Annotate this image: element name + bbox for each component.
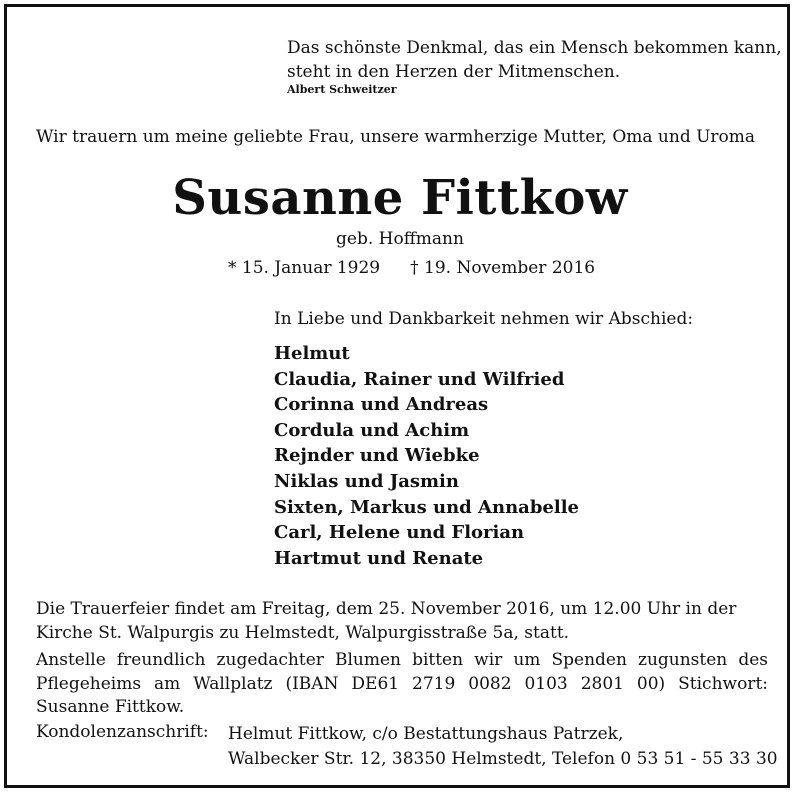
family-member: Helmut [274, 343, 350, 364]
funeral-info: Die Trauerfeier findet am Freitag, dem 25. November 2016, um 12.00 Uhr in der Kirche St. Walpurgis zu Helmstedt, Walpurgisstraße 5a, statt. [36, 599, 737, 643]
deceased-name: Susanne Fittkow [172, 170, 628, 226]
birth-name: geb. Hoffmann [336, 229, 464, 249]
family-member: Hartmut und Renate [274, 547, 484, 569]
family-member: Claudia, Rainer und Wilfried [274, 368, 565, 390]
life-dates [228, 258, 595, 278]
quote [287, 36, 782, 84]
condolence-address [228, 722, 778, 772]
birth-date: * 15. Januar 1929 [228, 258, 381, 278]
family-member: Niklas und Jasmin [274, 470, 459, 492]
family-member: Rejnder und Wiebke [274, 445, 480, 467]
farewell-text: In Liebe und Dankbarkeit nehmen wir Abschied: [274, 309, 694, 329]
death-date: † 19. November 2016 [410, 258, 596, 278]
intro-text: Wir trauern um meine geliebte Frau, unsere warmherzige Mutter, Oma und Uroma [36, 127, 756, 147]
family-member: Carl, Helene und Florian [274, 522, 525, 544]
quote-line-1: Das schönste Denkmal, das ein Mensch bekommen kann, [287, 38, 782, 58]
family-list [274, 341, 579, 571]
condolence-line-1: Helmut Fittkow, c/o Bestattungshaus Patrzek, [228, 724, 624, 744]
quote-line-2: steht in den Herzen der Mitmenschen. [287, 62, 621, 82]
quote-author: Albert Schweitzer [287, 83, 397, 96]
donation-info: Anstelle freundlich zugedachter Blumen bitten wir um Spenden zugunsten des Pflegeheims am Wallplatz (IBAN DE61 2719 0082 0103 2801 00) Stichwort: Susanne Fittkow. [36, 650, 768, 717]
family-member: Sixten, Markus und Annabelle [274, 496, 579, 518]
family-member: Cordula und Achim [274, 419, 470, 441]
condolence-line-2: Walbecker Str. 12, 38350 Helmstedt, Telefon 0 53 51 - 55 33 30 [228, 749, 778, 769]
condolence-label: Kondolenzanschrift: [36, 722, 209, 742]
family-member: Corinna und Andreas [274, 394, 489, 416]
